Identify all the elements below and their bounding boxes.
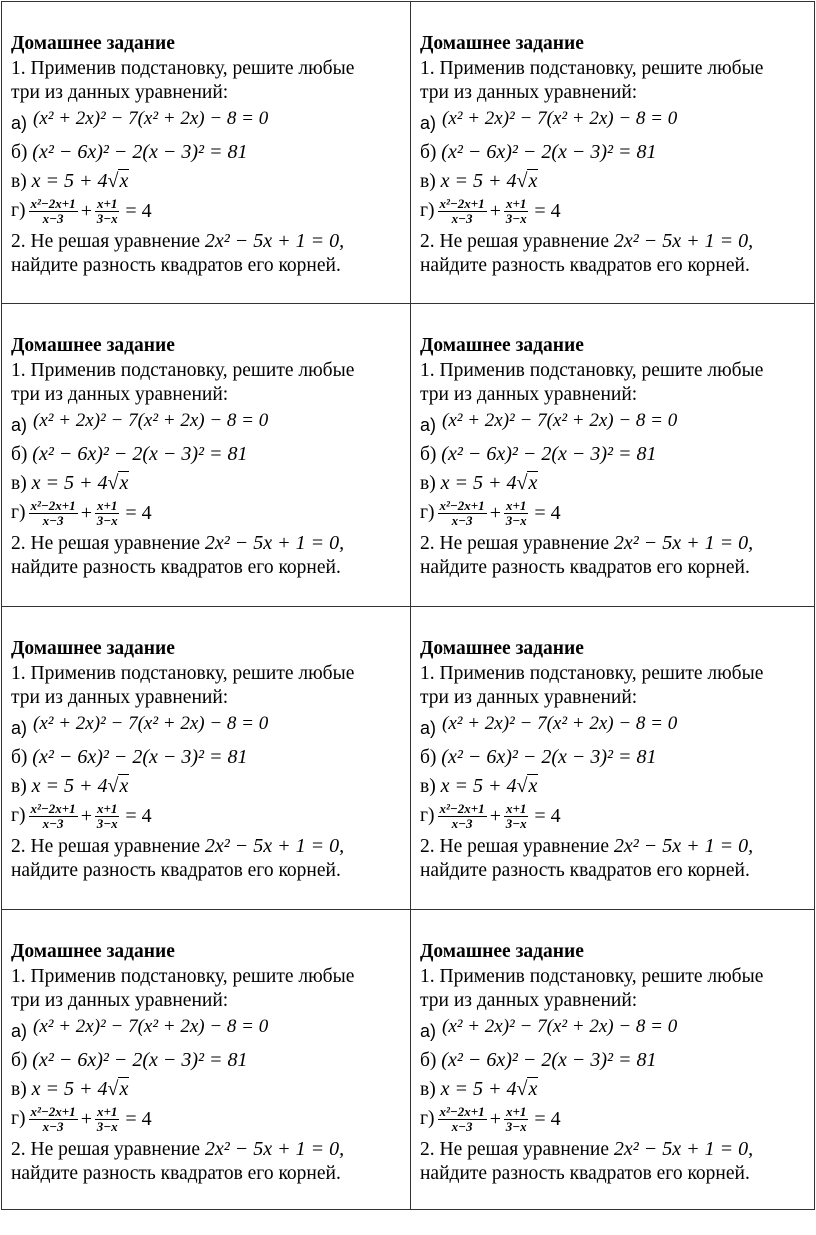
equation-d bbox=[420, 497, 814, 531]
task2-line2: найдите разность квадратов его корней. bbox=[420, 255, 750, 276]
denominator: x−3 bbox=[42, 1119, 64, 1134]
denominator: 3−x bbox=[505, 1119, 527, 1134]
equation-b-text: (x² − 6x)² − 2(x − 3)² = 81 bbox=[32, 140, 248, 163]
task2-prefix: 2. Не решая уравнение bbox=[11, 230, 201, 252]
item-label: б) bbox=[420, 443, 437, 465]
numerator: x²−2x+1 bbox=[439, 498, 485, 513]
denominator: x−3 bbox=[451, 211, 473, 226]
fraction-2 bbox=[504, 499, 528, 528]
denominator: x−3 bbox=[451, 1119, 473, 1134]
task1-line2: три из данных уравнений: bbox=[420, 384, 638, 405]
task2-line1 bbox=[11, 229, 410, 255]
item-label: б) bbox=[420, 1049, 437, 1071]
task2-prefix: 2. Не решая уравнение bbox=[420, 835, 610, 857]
homework-cards-table bbox=[1, 1, 815, 1210]
equation-d-rhs: = 4 bbox=[125, 200, 152, 223]
task1-line1: 1. Применив подстановку, решите любые bbox=[11, 359, 355, 381]
sqrt-radicand: x bbox=[528, 774, 538, 797]
fraction-1 bbox=[438, 499, 487, 528]
denominator: x−3 bbox=[42, 211, 64, 226]
task2-prefix: 2. Не решая уравнение bbox=[11, 1138, 201, 1160]
task2-line1 bbox=[420, 834, 814, 860]
card-title: Домашнее задание bbox=[420, 33, 584, 54]
item-label: г) bbox=[420, 1108, 435, 1130]
equation-c-prefix: x = 5 + 4√ bbox=[440, 774, 528, 797]
task2-prefix: 2. Не решая уравнение bbox=[420, 1138, 610, 1160]
fraction-1 bbox=[29, 1105, 78, 1134]
numerator: x+1 bbox=[96, 801, 118, 816]
plus-sign: + bbox=[489, 502, 501, 525]
homework-card bbox=[2, 607, 411, 910]
task2-equation: 2x² − 5x + 1 = 0, bbox=[613, 1137, 754, 1160]
numerator: x²−2x+1 bbox=[30, 498, 76, 513]
task2-equation: 2x² − 5x + 1 = 0, bbox=[613, 834, 754, 857]
task2-line1 bbox=[420, 531, 814, 557]
plus-sign: + bbox=[489, 805, 501, 828]
item-label: г) bbox=[11, 1108, 26, 1130]
fraction-2 bbox=[504, 197, 528, 226]
item-label: г) bbox=[11, 805, 26, 827]
equation-c-prefix: x = 5 + 4√ bbox=[31, 774, 119, 797]
plus-sign: + bbox=[80, 805, 92, 828]
task2-equation: 2x² − 5x + 1 = 0, bbox=[204, 229, 345, 252]
task1-line1: 1. Применив подстановку, решите любые bbox=[11, 662, 355, 684]
equation-a-text: (x² + 2x)² − 7(x² + 2x) − 8 = 0 bbox=[33, 712, 269, 734]
task2-prefix: 2. Не решая уравнение bbox=[420, 532, 610, 554]
equation-a bbox=[420, 1014, 814, 1045]
task1-line2: три из данных уравнений: bbox=[420, 990, 638, 1011]
item-label: а) bbox=[11, 414, 28, 435]
denominator: 3−x bbox=[96, 211, 118, 226]
denominator: x−3 bbox=[42, 513, 64, 528]
equation-b-text: (x² − 6x)² − 2(x − 3)² = 81 bbox=[441, 1048, 657, 1071]
item-label: б) bbox=[420, 141, 437, 163]
numerator: x²−2x+1 bbox=[30, 196, 76, 211]
equation-d-rhs: = 4 bbox=[534, 200, 561, 223]
homework-card bbox=[2, 910, 411, 1210]
task2-line2: найдите разность квадратов его корней. bbox=[420, 860, 750, 881]
equation-d-rhs: = 4 bbox=[125, 805, 152, 828]
numerator: x+1 bbox=[505, 1104, 527, 1119]
equation-a-text: (x² + 2x)² − 7(x² + 2x) − 8 = 0 bbox=[33, 107, 269, 129]
equation-a bbox=[420, 408, 814, 439]
equation-c-prefix: x = 5 + 4√ bbox=[440, 471, 528, 494]
equation-d-rhs: = 4 bbox=[125, 1108, 152, 1131]
equation-a-text: (x² + 2x)² − 7(x² + 2x) − 8 = 0 bbox=[33, 409, 269, 431]
fraction-2 bbox=[504, 802, 528, 831]
fraction-1 bbox=[29, 499, 78, 528]
item-label: а) bbox=[11, 112, 28, 133]
equation-d bbox=[11, 1103, 410, 1137]
equation-a-text: (x² + 2x)² − 7(x² + 2x) − 8 = 0 bbox=[442, 712, 678, 734]
item-label: в) bbox=[420, 1078, 436, 1100]
item-label: в) bbox=[420, 170, 436, 192]
card-title: Домашнее задание bbox=[11, 941, 175, 962]
equation-a bbox=[11, 711, 410, 742]
equation-b-text: (x² − 6x)² − 2(x − 3)² = 81 bbox=[32, 1048, 248, 1071]
item-label: б) bbox=[11, 443, 28, 465]
card-title: Домашнее задание bbox=[11, 335, 175, 356]
task2-equation: 2x² − 5x + 1 = 0, bbox=[204, 531, 345, 554]
task2-line1 bbox=[11, 834, 410, 860]
numerator: x²−2x+1 bbox=[30, 1104, 76, 1119]
homework-card bbox=[411, 910, 815, 1210]
equation-c bbox=[420, 166, 814, 195]
task2-line1 bbox=[11, 531, 410, 557]
task2-line2: найдите разность квадратов его корней. bbox=[420, 1163, 750, 1184]
task2-line2: найдите разность квадратов его корней. bbox=[420, 557, 750, 578]
equation-d-rhs: = 4 bbox=[534, 1108, 561, 1131]
item-label: в) bbox=[420, 775, 436, 797]
item-label: г) bbox=[11, 200, 26, 222]
fraction-1 bbox=[438, 197, 487, 226]
task1-line1: 1. Применив подстановку, решите любые bbox=[420, 662, 764, 684]
equation-d bbox=[420, 800, 814, 834]
denominator: 3−x bbox=[96, 513, 118, 528]
equation-c bbox=[420, 1074, 814, 1103]
item-label: г) bbox=[420, 805, 435, 827]
item-label: б) bbox=[11, 746, 28, 768]
sqrt-radicand: x bbox=[119, 471, 129, 494]
task1-line2: три из данных уравнений: bbox=[420, 82, 638, 103]
equation-c-prefix: x = 5 + 4√ bbox=[440, 169, 528, 192]
denominator: 3−x bbox=[505, 816, 527, 831]
equation-c bbox=[420, 468, 814, 497]
fraction-2 bbox=[504, 1105, 528, 1134]
task1-line1: 1. Применив подстановку, решите любые bbox=[420, 359, 764, 381]
item-label: г) bbox=[420, 502, 435, 524]
sqrt-radicand: x bbox=[528, 1077, 538, 1100]
item-label: в) bbox=[11, 1078, 27, 1100]
equation-c-prefix: x = 5 + 4√ bbox=[440, 1077, 528, 1100]
card-title: Домашнее задание bbox=[11, 33, 175, 54]
denominator: x−3 bbox=[451, 816, 473, 831]
task1-line2: три из данных уравнений: bbox=[11, 687, 229, 708]
task1-line1: 1. Применив подстановку, решите любые bbox=[11, 965, 355, 987]
equation-a bbox=[11, 1014, 410, 1045]
equation-b bbox=[11, 137, 410, 166]
task2-prefix: 2. Не решая уравнение bbox=[11, 835, 201, 857]
equation-a bbox=[11, 408, 410, 439]
card-title: Домашнее задание bbox=[420, 335, 584, 356]
task1-line2: три из данных уравнений: bbox=[420, 687, 638, 708]
denominator: 3−x bbox=[96, 1119, 118, 1134]
plus-sign: + bbox=[80, 1108, 92, 1131]
item-label: б) bbox=[11, 1049, 28, 1071]
equation-c bbox=[11, 468, 410, 497]
equation-b bbox=[420, 137, 814, 166]
sqrt-radicand: x bbox=[528, 471, 538, 494]
equation-a bbox=[420, 106, 814, 137]
equation-b-text: (x² − 6x)² − 2(x − 3)² = 81 bbox=[441, 442, 657, 465]
item-label: г) bbox=[11, 502, 26, 524]
equation-b bbox=[11, 439, 410, 468]
numerator: x+1 bbox=[505, 801, 527, 816]
numerator: x+1 bbox=[505, 498, 527, 513]
task2-line1 bbox=[420, 229, 814, 255]
equation-d bbox=[420, 195, 814, 229]
task2-equation: 2x² − 5x + 1 = 0, bbox=[613, 229, 754, 252]
equation-c-prefix: x = 5 + 4√ bbox=[31, 1077, 119, 1100]
task2-equation: 2x² − 5x + 1 = 0, bbox=[204, 1137, 345, 1160]
denominator: 3−x bbox=[505, 513, 527, 528]
equation-d-rhs: = 4 bbox=[534, 502, 561, 525]
task1-line1: 1. Применив подстановку, решите любые bbox=[420, 57, 764, 79]
homework-card bbox=[2, 2, 411, 304]
homework-card bbox=[2, 304, 411, 607]
equation-d-rhs: = 4 bbox=[125, 502, 152, 525]
task2-line1 bbox=[420, 1137, 814, 1163]
task1-line1: 1. Применив подстановку, решите любые bbox=[420, 965, 764, 987]
equation-b-text: (x² − 6x)² − 2(x − 3)² = 81 bbox=[441, 745, 657, 768]
fraction-2 bbox=[95, 197, 119, 226]
item-label: а) bbox=[11, 1020, 28, 1041]
numerator: x²−2x+1 bbox=[30, 801, 76, 816]
equation-a-text: (x² + 2x)² − 7(x² + 2x) − 8 = 0 bbox=[442, 1015, 678, 1037]
equation-b bbox=[420, 742, 814, 771]
item-label: в) bbox=[11, 472, 27, 494]
equation-d-rhs: = 4 bbox=[534, 805, 561, 828]
task2-line1 bbox=[11, 1137, 410, 1163]
item-label: г) bbox=[420, 200, 435, 222]
numerator: x+1 bbox=[96, 1104, 118, 1119]
task1-line1: 1. Применив подстановку, решите любые bbox=[11, 57, 355, 79]
item-label: в) bbox=[420, 472, 436, 494]
task2-line2: найдите разность квадратов его корней. bbox=[11, 1163, 341, 1184]
homework-card bbox=[411, 607, 815, 910]
equation-a-text: (x² + 2x)² − 7(x² + 2x) − 8 = 0 bbox=[442, 107, 678, 129]
plus-sign: + bbox=[489, 200, 501, 223]
equation-b bbox=[11, 742, 410, 771]
equation-a bbox=[420, 711, 814, 742]
equation-d bbox=[11, 800, 410, 834]
sqrt-radicand: x bbox=[119, 774, 129, 797]
task1-line2: три из данных уравнений: bbox=[11, 384, 229, 405]
fraction-2 bbox=[95, 1105, 119, 1134]
fraction-1 bbox=[29, 197, 78, 226]
fraction-1 bbox=[438, 802, 487, 831]
homework-card bbox=[411, 304, 815, 607]
plus-sign: + bbox=[489, 1108, 501, 1131]
item-label: б) bbox=[11, 141, 28, 163]
item-label: а) bbox=[420, 414, 437, 435]
task1-line2: три из данных уравнений: bbox=[11, 990, 229, 1011]
denominator: x−3 bbox=[42, 816, 64, 831]
denominator: 3−x bbox=[96, 816, 118, 831]
item-label: а) bbox=[420, 717, 437, 738]
denominator: x−3 bbox=[451, 513, 473, 528]
numerator: x²−2x+1 bbox=[439, 196, 485, 211]
fraction-1 bbox=[29, 802, 78, 831]
item-label: б) bbox=[420, 746, 437, 768]
equation-b-text: (x² − 6x)² − 2(x − 3)² = 81 bbox=[32, 745, 248, 768]
equation-c-prefix: x = 5 + 4√ bbox=[31, 471, 119, 494]
item-label: а) bbox=[11, 717, 28, 738]
card-title: Домашнее задание bbox=[420, 941, 584, 962]
equation-b-text: (x² − 6x)² − 2(x − 3)² = 81 bbox=[441, 140, 657, 163]
equation-c-prefix: x = 5 + 4√ bbox=[31, 169, 119, 192]
fraction-2 bbox=[95, 802, 119, 831]
card-title: Домашнее задание bbox=[11, 638, 175, 659]
item-label: в) bbox=[11, 170, 27, 192]
numerator: x+1 bbox=[96, 196, 118, 211]
task2-prefix: 2. Не решая уравнение bbox=[11, 532, 201, 554]
fraction-2 bbox=[95, 499, 119, 528]
task2-equation: 2x² − 5x + 1 = 0, bbox=[204, 834, 345, 857]
homework-card bbox=[411, 2, 815, 304]
plus-sign: + bbox=[80, 200, 92, 223]
sqrt-radicand: x bbox=[119, 1077, 129, 1100]
equation-d bbox=[11, 195, 410, 229]
equation-a-text: (x² + 2x)² − 7(x² + 2x) − 8 = 0 bbox=[33, 1015, 269, 1037]
task2-line2: найдите разность квадратов его корней. bbox=[11, 557, 341, 578]
task2-prefix: 2. Не решая уравнение bbox=[420, 230, 610, 252]
task1-line2: три из данных уравнений: bbox=[11, 82, 229, 103]
numerator: x+1 bbox=[96, 498, 118, 513]
equation-c bbox=[11, 1074, 410, 1103]
task2-equation: 2x² − 5x + 1 = 0, bbox=[613, 531, 754, 554]
item-label: в) bbox=[11, 775, 27, 797]
equation-d bbox=[11, 497, 410, 531]
equation-c bbox=[11, 166, 410, 195]
numerator: x+1 bbox=[505, 196, 527, 211]
equation-b-text: (x² − 6x)² − 2(x − 3)² = 81 bbox=[32, 442, 248, 465]
equation-a-text: (x² + 2x)² − 7(x² + 2x) − 8 = 0 bbox=[442, 409, 678, 431]
item-label: а) bbox=[420, 1020, 437, 1041]
sqrt-radicand: x bbox=[119, 169, 129, 192]
equation-a bbox=[11, 106, 410, 137]
task2-line2: найдите разность квадратов его корней. bbox=[11, 860, 341, 881]
equation-b bbox=[11, 1045, 410, 1074]
equation-c bbox=[420, 771, 814, 800]
equation-d bbox=[420, 1103, 814, 1137]
task2-line2: найдите разность квадратов его корней. bbox=[11, 255, 341, 276]
numerator: x²−2x+1 bbox=[439, 801, 485, 816]
item-label: а) bbox=[420, 112, 437, 133]
card-title: Домашнее задание bbox=[420, 638, 584, 659]
equation-b bbox=[420, 439, 814, 468]
numerator: x²−2x+1 bbox=[439, 1104, 485, 1119]
sqrt-radicand: x bbox=[528, 169, 538, 192]
denominator: 3−x bbox=[505, 211, 527, 226]
equation-c bbox=[11, 771, 410, 800]
plus-sign: + bbox=[80, 502, 92, 525]
equation-b bbox=[420, 1045, 814, 1074]
fraction-1 bbox=[438, 1105, 487, 1134]
